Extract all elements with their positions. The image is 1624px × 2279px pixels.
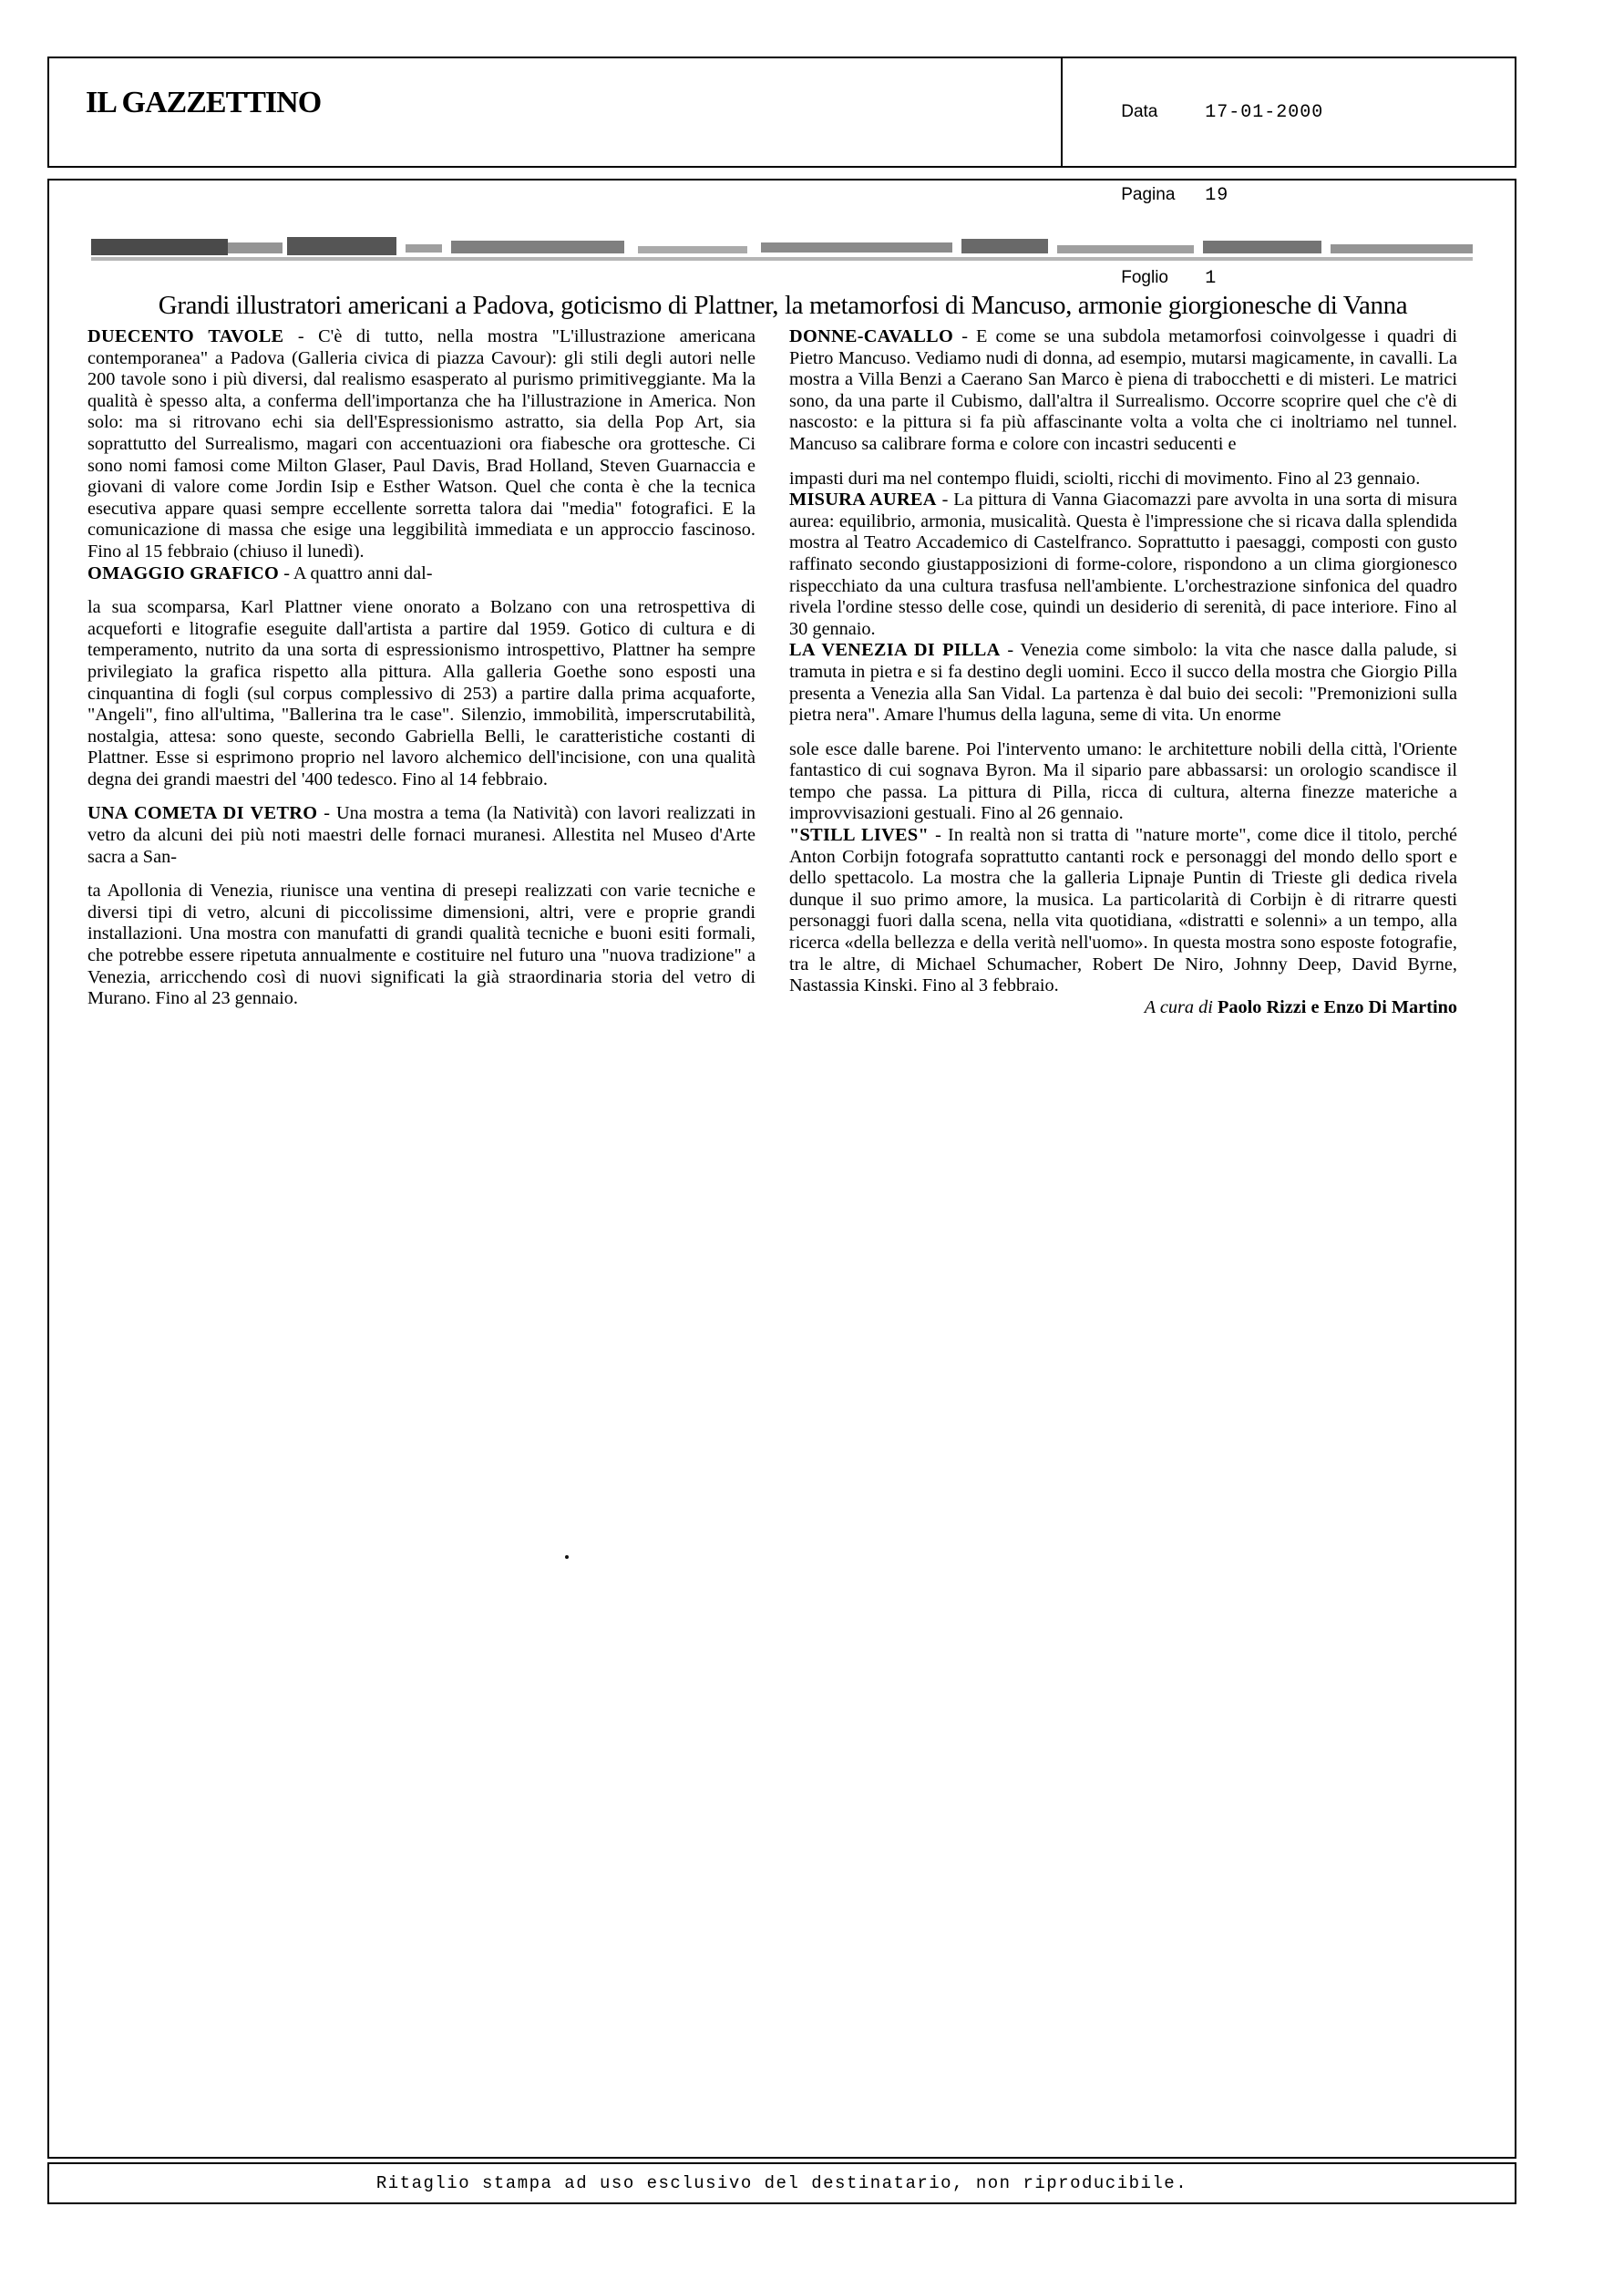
meta-label-data: Data: [1121, 102, 1158, 121]
paragraph-gap: [87, 584, 755, 597]
paragraph-text: - E come se una subdola metamorfosi coinvolgesse i quadri di Pietro Mancuso. Vediamo nudi di donna, ad esempio, mutarsi magicamente, in cavalli. La mostra a Villa Benzi a Caerano San Marco è piena di trabocchetti e di misteri. Le matrici sono, da una parte il Cubismo, dall'altra il Surrealismo. Occorre scoprire quel che c'è di nascosto: e la pittura si fa più affascinante volta a volta che ci inoltriamo nel tunnel. Mancuso sa calibrare forma e colore con incastri seducenti e: [789, 326, 1457, 454]
meta-value-pagina: 19: [1205, 185, 1229, 206]
paragraph-gap: [789, 727, 1457, 739]
meta-label-pagina: Pagina: [1121, 185, 1176, 204]
paragraph: [87, 326, 755, 563]
paragraph-text: - In realtà non si tratta di "nature morte", come dice il titolo, perché Anton Corbijn fotografa soprattutto cantanti rock e personaggi del mondo dello sport e dello spettacolo. La mostra che la galleria Lipnaje Puntin di Trieste gli dedica rivela dunque il suo primo amore, la musica. La particolarità di Corbijn è di ritrarre questi personaggi fuori dalla scena, nella vita quotidiana, «distratti e solenni» a un tempo, alla ricerca «della bellezza e della verità nell'uomo». In questa mostra sono esposte fotografie, tra le altre, di Michael Schumacher, Robert De Niro, Johnny Deep, David Byrne, Nastassia Kinski. Fino al 3 febbraio.: [789, 825, 1457, 996]
footer-frame: [47, 2162, 1516, 2204]
paragraph: [87, 881, 755, 1010]
article-headline: Grandi illustratori americani a Padova, goticismo di Plattner, la metamorfosi di Mancuso, armonie giorgionesche di Vanna: [158, 291, 1408, 320]
paragraph-text: - Una mostra a tema (la Natività) con lavori realizzati in vetro da alcuni dei più noti maestri delle fornaci muranesi. Allestita nel Museo d'Arte sacra a San-: [87, 803, 755, 867]
paragraph-text: - La pittura di Vanna Giacomazzi pare avvolta in una sorta di misura aurea: equilibrio, armonia, musicalità. Questa è l'impressione che si ricava dalla splendida mostra al Teatro Accademico di Castelfranco. Soprattutto i paesaggi, composti con gusto raffinato secondo giustapposizioni di forme-colore, rispondono a un clima giorgionesco rispecchiato da una cultura trasfusa nell'ambiente. L'orchestrazione sinfonica del quadro rivela l'ordine stesso delle cose, quindi un desiderio di serenità, di pace interiore. Fino al 30 gennaio.: [789, 490, 1457, 639]
paragraph-gap: [87, 790, 755, 803]
paragraph-lead: LA VENEZIA DI PILLA: [789, 640, 1001, 661]
paragraph: [87, 563, 755, 585]
paragraph-text: - C'è di tutto, nella mostra "L'illustrazione americana contemporanea" a Padova (Galleria civica di piazza Cavour): gli stili degli autori nelle 200 tavole sono i più diversi, dal realismo esasperato al purismo primitiveggiante. Ma la qualità è spesso alta, a conferma dell'importanza che ha l'illustrazione in America. Non solo: ma si ritrovano echi sia dell'Espressionismo astratto, sia della Pop Art, sia soprattutto del Surrealismo, magari con accentuazioni ora fiabesche ora grottesche. Ci sono nomi famosi come Milton Glaser, Paul Davis, Brad Holland, Steven Guarnaccia e giovani di valore come Jordin Isip e Esther Watson. Quel che conta è che la tecnica esecutiva appare quasi sempre eccellente sorretta talora dai "media" fotografici. E la comunicazione di massa che esige una leggibilità immediata e un approccio fascinoso. Fino al 15 febbraio (chiuso il lunedì).: [87, 326, 755, 562]
scan-artifact-strip: [91, 233, 1473, 264]
paragraph-gap: [789, 456, 1457, 469]
meta-value-data: 17-01-2000: [1205, 102, 1324, 123]
paragraph-text: sole esce dalle barene. Poi l'intervento umano: le architetture nobili della città, l'Oriente fantastico di cui sognava Byron. Ma il sipario pare abbassarsi: un orologio scandisce il tempo che passa. La pittura di Pilla, ricca di cultura, alterna finezze materiche a improvvisazioni gestuali. Fino al 26 gennaio.: [789, 738, 1457, 824]
paragraph-text: impasti duri ma nel contempo fluidi, sciolti, ricchi di movimento. Fino al 23 gennaio.: [789, 468, 1421, 489]
header-frame: [47, 57, 1516, 289]
paragraph-lead: "STILL LIVES": [789, 825, 930, 846]
paragraph: [789, 825, 1457, 997]
paragraph-lead: OMAGGIO GRAFICO: [87, 562, 280, 583]
paragraph-lead: DUECENTO TAVOLE: [87, 326, 284, 346]
paragraph-text: - A quattro anni dal-: [279, 562, 433, 583]
byline-prefix: A cura di: [1144, 996, 1218, 1017]
meta-row-data: [1083, 71, 1515, 154]
meta-label-foglio: Foglio: [1121, 268, 1168, 287]
paragraph: [789, 490, 1457, 640]
paragraph-text: - Venezia come simbolo: la vita che nasce dalla palude, si tramuta in pietra e si fa destino degli uomini. Ecco il succo della mostra che Giorgio Pilla presenta a Venezia alla San Vidal. La partenza è dal buio dei secoli: "Premonizioni sulla pietra nera". Amare l'humus della laguna, seme di vita. Un enorme: [789, 640, 1457, 726]
article-byline: [789, 997, 1457, 1019]
masthead-title: IL GAZZETTINO: [86, 86, 322, 119]
paragraph: [789, 469, 1457, 490]
paragraph-gap: [87, 868, 755, 881]
byline-names: Paolo Rizzi e Enzo Di Martino: [1217, 996, 1457, 1017]
paragraph-text: la sua scomparsa, Karl Plattner viene onorato a Bolzano con una retrospettiva di acqueforti e litografie eseguite dall'artista a partire dal 1959. Gotico di cultura e di temperamento, nutrito da una sorta di espressionismo introspettivo, Plattner ha sempre privilegiato la grafica rispetto alla pittura. Alla galleria Goethe sono esposti una cinquantina di fogli (sul corpus complessivo di 253) a partire dalla prima acquaforte, "Angeli", fino all'ultima, "Ballerina tra le case". Silenzio, immobilità, imperscrutabilità, nostalgia, attesa: sono queste, secondo Gabriella Belli, le caratteristiche costanti di Plattner. Esse si esprimono proprio nel lavoro alchemico dell'incisione, con una qualità degna dei grandi maestri del '400 tedesco. Fino al 14 febbraio.: [87, 597, 755, 789]
meta-value-foglio: 1: [1205, 268, 1218, 289]
clipping-meta-box: [1061, 57, 1516, 289]
paragraph: [789, 640, 1457, 726]
paragraph-lead: DONNE-CAVALLO: [789, 326, 954, 346]
paragraph: [87, 803, 755, 868]
paragraph-lead: UNA COMETA DI VETRO: [87, 803, 318, 824]
paragraph: [789, 326, 1457, 456]
paragraph-lead: MISURA AUREA: [789, 490, 937, 510]
article-column-right: [789, 326, 1457, 1018]
ink-speck: [565, 1555, 569, 1559]
article-column-left: [87, 326, 755, 1010]
paragraph: [87, 597, 755, 790]
footer-notice: Ritaglio stampa ad uso esclusivo del destinatario, non riproducibile.: [375, 2173, 1188, 2193]
paragraph: [789, 739, 1457, 825]
paragraph-text: ta Apollonia di Venezia, riunisce una ventina di presepi realizzati con varie tecniche e diversi tipi di vetro, alcuni di piccolissime dimensioni, altri, vere e proprie grandi installazioni. Una mostra con manufatti di grandi qualità tecniche e buoni esiti formali, che potrebbe essere ripetuta annualmente e costituire nel futuro una "nuova tradizione" a Venezia, arricchendo così di nuovi significati la già straordinaria storia del vetro di Murano. Fino al 23 gennaio.: [87, 881, 755, 1009]
